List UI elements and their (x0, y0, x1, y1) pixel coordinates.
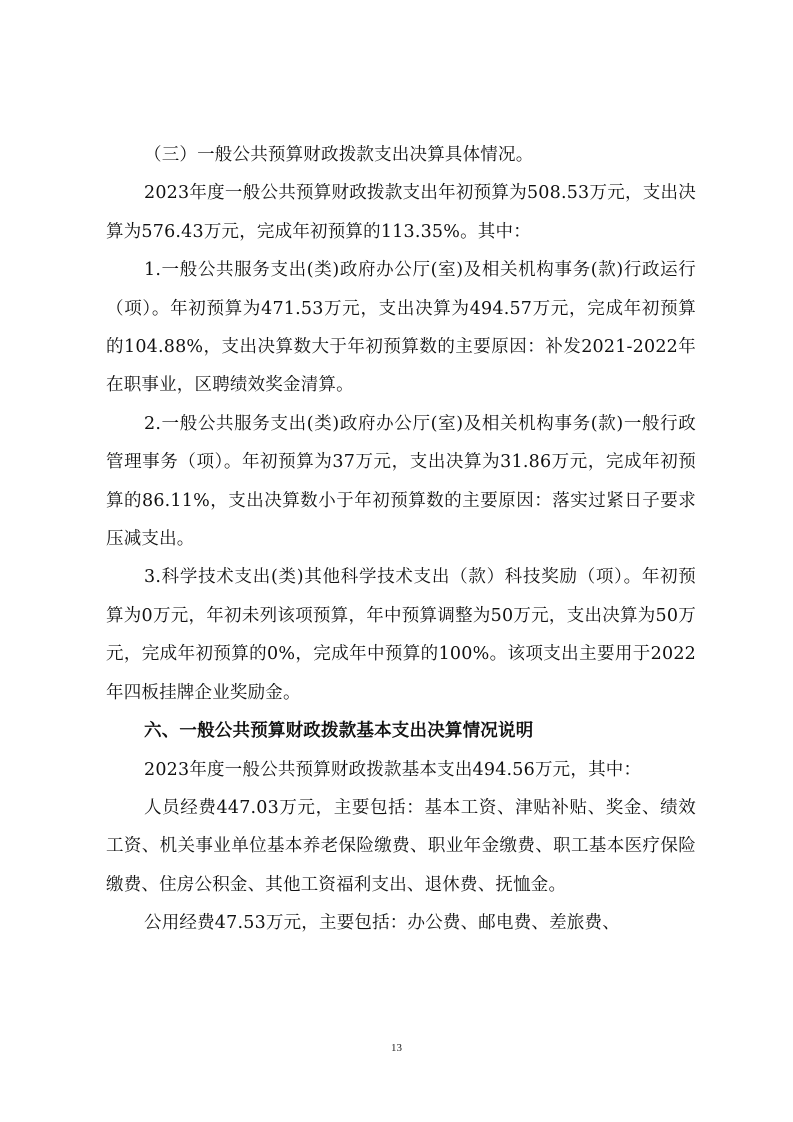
paragraph-public-expenses: 公用经费47.53万元，主要包括：办公费、邮电费、差旅费、 (144, 913, 620, 934)
paragraph-item-3: 3.科学技术支出(类)其他科学技术支出（款）科技奖励（项）。年初预算为0万元，年初未列该项预算，年中预算调整为50万元，支出决算为50万元，完成年初预算的0%，完成年中预算的100%。该项支出主要用于2022年四板挂牌企业奖励金。 (106, 567, 696, 703)
subsection-heading: （三）一般公共预算财政拨款支出决算具体情况。 (144, 145, 534, 165)
paragraph-item-2: 2.一般公共服务支出(类)政府办公厅(室)及相关机构事务(款)一般行政管理事务（项）。年初预算为37万元，支出决算为31.86万元，完成年初预算的86.11%，支出决算数小于年初预算数的主要原因：落实过紧日子要求压减支出。 (106, 413, 696, 550)
paragraph-budget-summary: 2023年度一般公共预算财政拨款支出年初预算为508.53万元，支出决算为576.43万元，完成年初预算的113.35%。其中： (106, 183, 696, 242)
page-body (106, 136, 696, 943)
paragraph-basic-expenditure: 2023年度一般公共预算财政拨款基本支出494.56万元，其中： (144, 759, 642, 780)
paragraph-personnel-expenses: 人员经费447.03万元，主要包括：基本工资、津贴补贴、奖金、绩效工资、机关事业单位基本养老保险缴费、职业年金缴费、职工基本医疗保险缴费、住房公积金、其他工资福利支出、退休费、抚恤金。 (106, 797, 696, 895)
page-number: 13 (391, 1042, 402, 1054)
paragraph-item-1: 1.一般公共服务支出(类)政府办公厅(室)及相关机构事务(款)行政运行（项）。年初预算为471.53万元，支出决算为494.57万元，完成年初预算的104.88%，支出决算数大于年初预算数的主要原因：补发2021-2022年在职事业，区聘绩效奖金清算。 (106, 260, 696, 396)
section-heading: 六、一般公共预算财政拨款基本支出决算情况说明 (144, 721, 534, 742)
